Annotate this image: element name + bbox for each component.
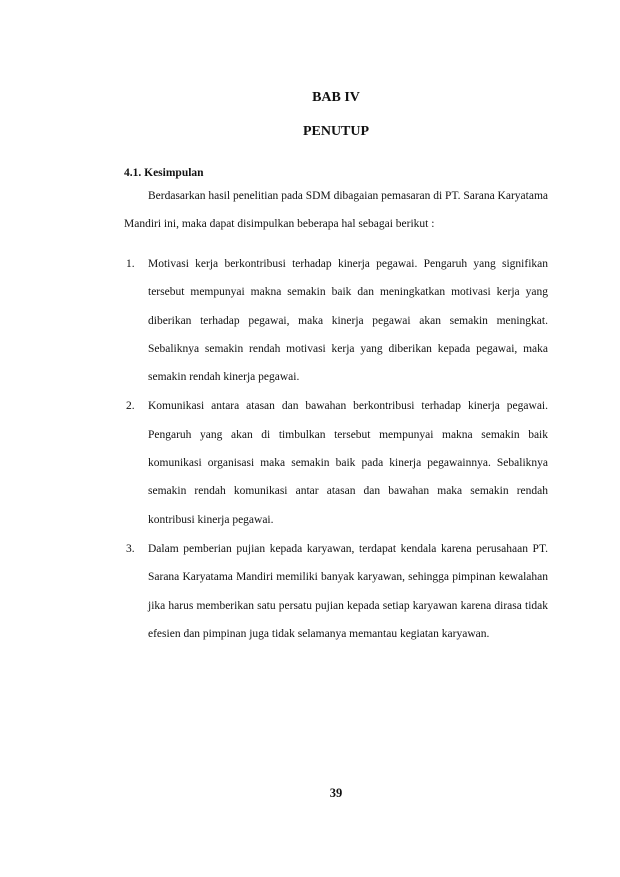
list-item-number: 2. [126,400,135,413]
list-item [124,250,548,391]
chapter-label: BAB IV [312,90,360,105]
list-item [124,392,548,533]
intro-paragraph: Berdasarkan hasil penelitian pada SDM dibagaian pemasaran di PT. Sarana Karyatama Mandiri ini, maka dapat disimpulkan beberapa hal sebagai berikut : [124,190,548,231]
list-item-text: Komunikasi antara atasan dan bawahan berkontribusi terhadap kinerja pegawai. Pengaruh yang akan di timbulkan tersebut mempunyai makna semakin baik komunikasi organisasi maka semakin baik pada kinerja pegawainnya. Sebaliknya semakin rendah komunikasi antar atasan dan bawahan maka semakin rendah kontribusi kinerja pegawai. [148,400,548,526]
list-item-number: 1. [126,258,135,270]
list-item [124,535,548,648]
section-heading: 4.1. Kesimpulan [124,167,204,179]
page-number: 39 [329,786,343,800]
list-item-text: Motivasi kerja berkontribusi terhadap kinerja pegawai. Pengaruh yang signifikan tersebut mempunyai makna semakin baik dan meningkatkan motivasi kerja yang diberikan terhadap pegawai, maka kinerja pegawai akan semakin meningkat. Sebaliknya semakin rendah motivasi kerja yang diberikan kepada pegawai, maka semakin rendah kinerja pegawai. [148,258,548,384]
list-item-number: 3. [126,542,135,555]
chapter-title: PENUTUP [302,124,370,139]
conclusion-list [124,250,548,649]
list-item-text: Dalam pemberian pujian kepada karyawan, terdapat kendala karena perusahaan PT. Sarana Karyatama Mandiri memiliki banyak karyawan, sehingga pimpinan kewalahan jika harus memberikan satu persatu pujian kepada setiap karyawan karena dirasa tidak efesien dan pimpinan juga tidak selamanya memantau kegiatan karyawan. [148,542,548,640]
